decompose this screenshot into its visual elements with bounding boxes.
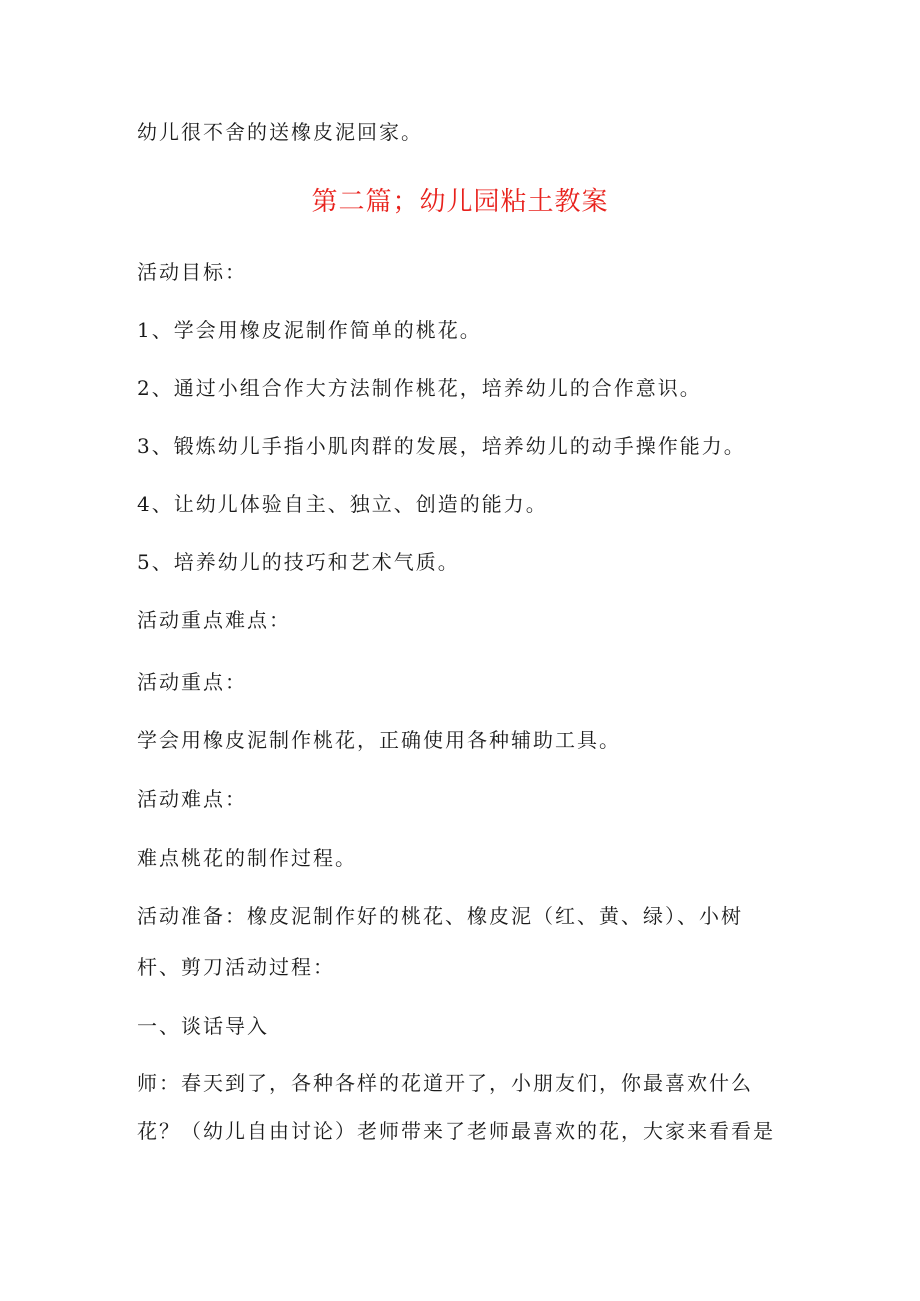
paragraph-line: 活动准备：橡皮泥制作好的桃花、橡皮泥（红、黄、绿）、小树 xyxy=(137,904,743,928)
paragraph-line: 5、培养幼儿的技巧和艺术气质。 xyxy=(137,550,460,574)
paragraph-line: 难点桃花的制作过程。 xyxy=(137,846,357,870)
paragraph-line: 活动重点难点： xyxy=(137,608,291,632)
paragraph-line: 活动目标： xyxy=(137,260,247,284)
paragraph-line: 3、锻炼幼儿手指小肌肉群的发展，培养幼儿的动手操作能力。 xyxy=(137,434,746,458)
paragraph-line: 师：春天到了，各种各样的花道开了，小朋友们，你最喜欢什么 xyxy=(137,1071,753,1095)
section-title: 第二篇；幼儿园粘土教案 xyxy=(311,187,609,217)
paragraph-line: 活动难点： xyxy=(137,787,247,811)
paragraph-line: 活动重点： xyxy=(137,670,247,694)
paragraph-line: 花？（幼儿自由讨论）老师带来了老师最喜欢的花，大家来看看是 xyxy=(137,1119,775,1143)
paragraph-line: 一、谈话导入 xyxy=(137,1014,269,1038)
paragraph-line: 4、让幼儿体验自主、独立、创造的能力。 xyxy=(137,492,548,516)
paragraph-line: 学会用橡皮泥制作桃花，正确使用各种辅助工具。 xyxy=(137,728,621,752)
paragraph-line: 1、学会用橡皮泥制作简单的桃花。 xyxy=(137,318,482,342)
paragraph-line: 杆、剪刀活动过程： xyxy=(137,955,335,979)
paragraph-line: 2、通过小组合作大方法制作桃花，培养幼儿的合作意识。 xyxy=(137,376,702,400)
paragraph-line: 幼儿很不舍的送橡皮泥回家。 xyxy=(137,120,423,144)
